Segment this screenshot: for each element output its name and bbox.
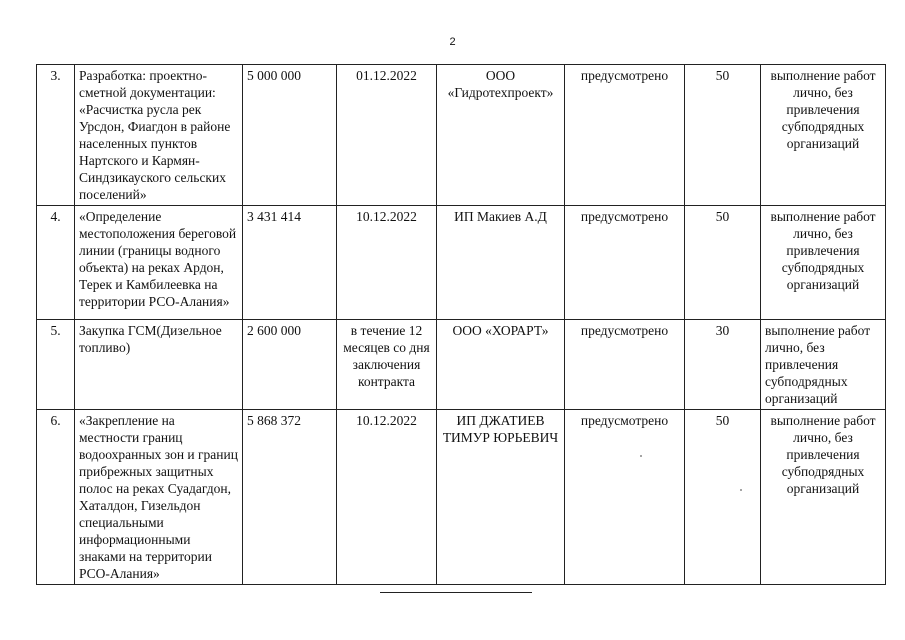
execution-conditions: выполнение работ лично, без привлечения субподрядных организаций	[761, 206, 886, 320]
percent-value: 50	[685, 206, 761, 320]
provision-status: предусмотрено	[565, 320, 685, 410]
provision-status: предусмотрено	[565, 65, 685, 206]
contractor-name: ИП ДЖАТИЕВ ТИМУР ЮРЬЕВИЧ	[437, 410, 565, 585]
page-number: 2	[449, 36, 456, 48]
provision-status: предусмотрено	[565, 410, 685, 585]
row-number: 6.	[37, 410, 75, 585]
table-row	[37, 206, 886, 320]
contract-amount: 5 000 000	[243, 65, 337, 206]
contract-amount: 2 600 000	[243, 320, 337, 410]
percent-value: 30	[685, 320, 761, 410]
contractor-name: ООО «Гидротехпроект»	[437, 65, 565, 206]
footer-rule	[380, 592, 532, 593]
table-row	[37, 65, 886, 206]
contractor-name: ИП Макиев А.Д	[437, 206, 565, 320]
completion-date: 10.12.2022	[337, 206, 437, 320]
execution-conditions: выполнение работ лично, без привлечения субподрядных организаций	[761, 410, 886, 585]
scan-speck	[740, 489, 742, 491]
percent-value: 50	[685, 65, 761, 206]
contract-amount: 5 868 372	[243, 410, 337, 585]
row-number: 4.	[37, 206, 75, 320]
procurement-subject: Разработка: проектно-сметной документации: «Расчистка русла рек Урсдон, Фиагдон в районе населенных пунктов Нартского и Кармян-Синдзикауского сельских поселений»	[75, 65, 243, 206]
completion-date: в течение 12 месяцев со дня заключения контракта	[337, 320, 437, 410]
contracts-table	[36, 64, 886, 585]
percent-value: 50	[685, 410, 761, 585]
row-number: 3.	[37, 65, 75, 206]
procurement-subject: Закупка ГСМ(Дизельное топливо)	[75, 320, 243, 410]
row-number: 5.	[37, 320, 75, 410]
completion-date: 01.12.2022	[337, 65, 437, 206]
completion-date: 10.12.2022	[337, 410, 437, 585]
contract-amount: 3 431 414	[243, 206, 337, 320]
procurement-subject: «Определение местоположения береговой линии (границы водного объекта) на реках Ардон, Терек и Камбилеевка на территории РСО-Алания»	[75, 206, 243, 320]
procurement-subject: «Закрепление на местности границ водоохранных зон и границ прибрежных защитных полос на реках Суадагдон, Хаталдон, Гизельдон специальными информационными знаками на территории РСО-Алания»	[75, 410, 243, 585]
execution-conditions: выполнение работ лично, без привлечения субподрядных организаций	[761, 65, 886, 206]
table-row	[37, 320, 886, 410]
provision-status: предусмотрено	[565, 206, 685, 320]
table-row	[37, 410, 886, 585]
execution-conditions: выполнение работ лично, без привлечения субподрядных организаций	[761, 320, 886, 410]
contractor-name: ООО «ХОРАРТ»	[437, 320, 565, 410]
scan-speck	[640, 455, 642, 457]
